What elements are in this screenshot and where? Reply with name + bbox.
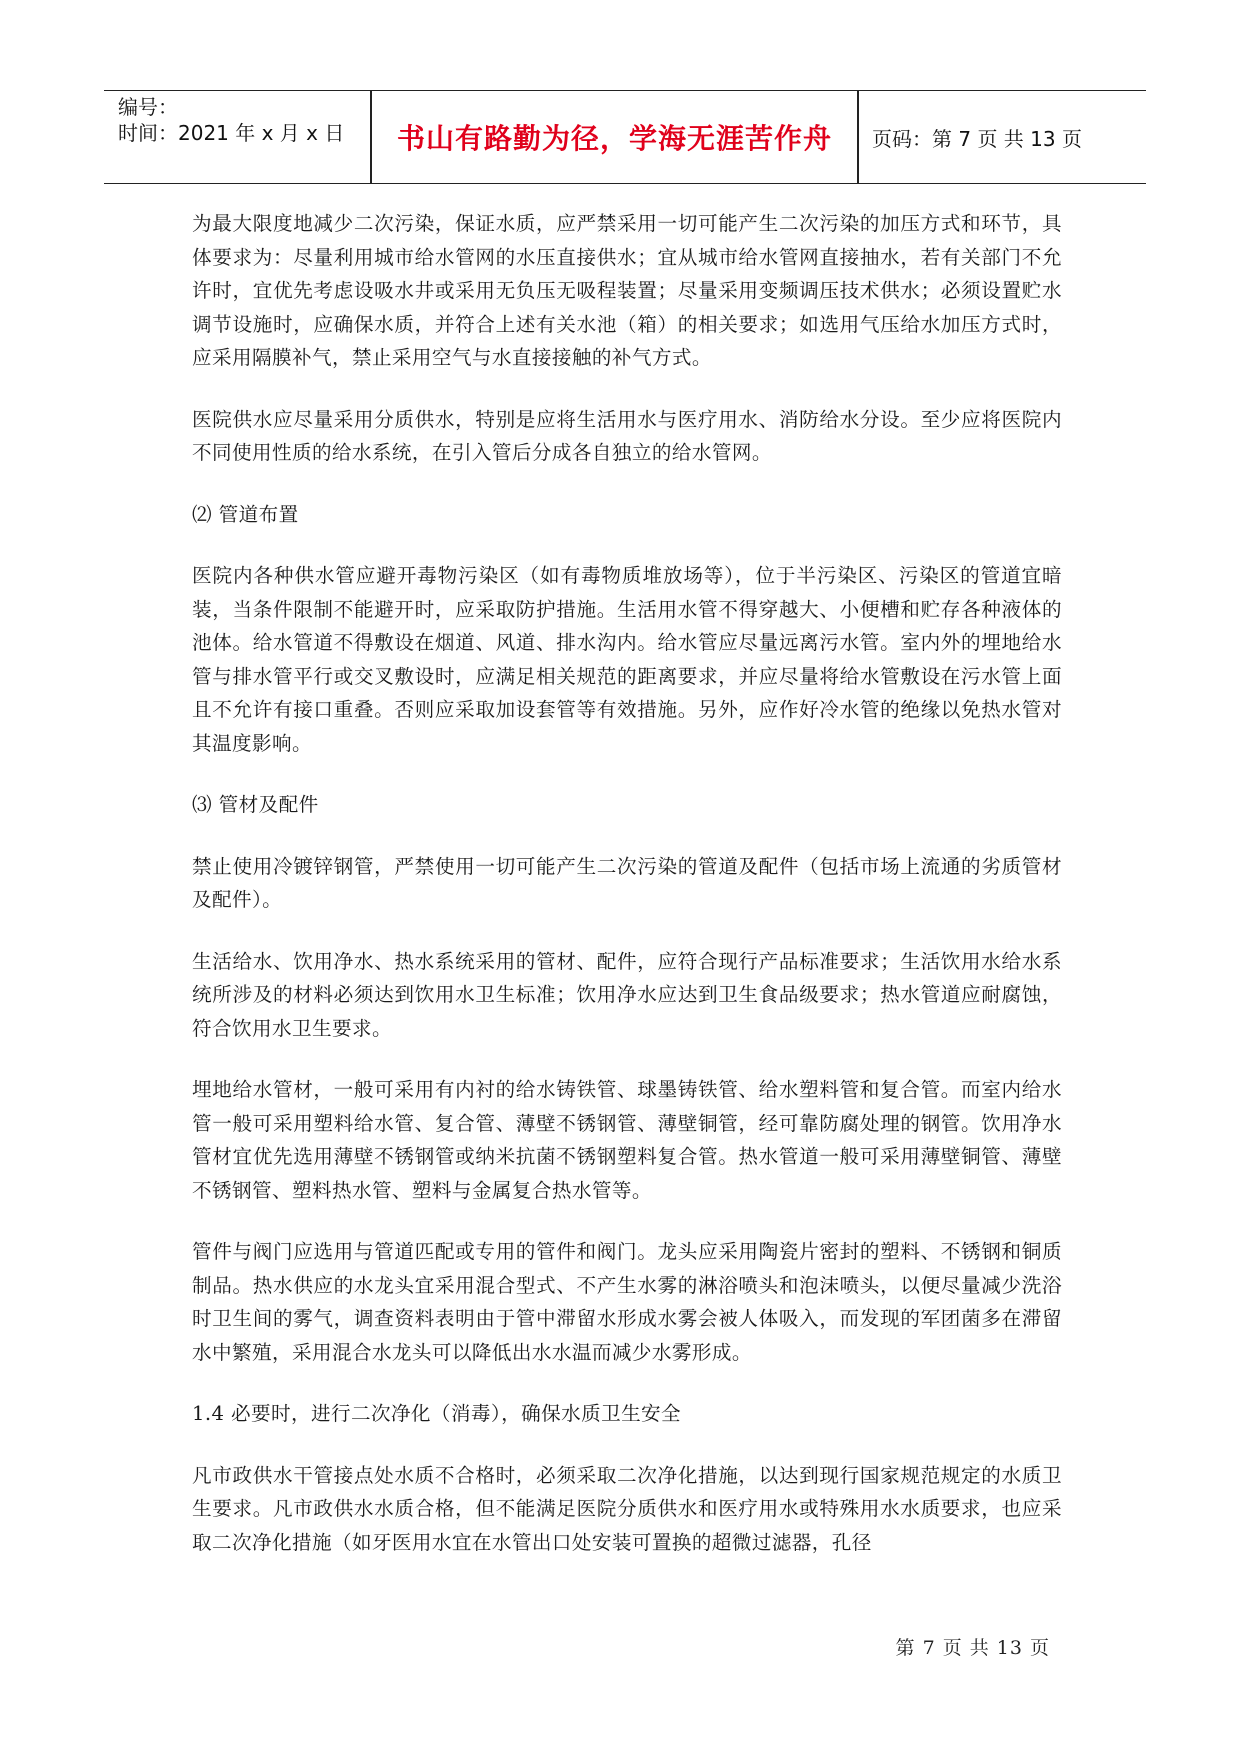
header-divider <box>857 91 859 183</box>
paragraph: 为最大限度地减少二次污染，保证水质，应严禁采用一切可能产生二次污染的加压方式和环节，具体要求为：尽量利用城市给水管网的水压直接供水；宜从城市给水管网直接抽水，若有关部门不允许时，宜优先考虑设吸水井或采用无负压无吸程装置；尽量采用变频调压技术供水；必须设置贮水调节设施时，应确保水质，并符合上述有关水池（箱）的相关要求；如选用气压给水加压方式时，应采用隔膜补气，禁止采用空气与水直接接触的补气方式。 <box>192 212 1062 369</box>
page-footer: 第 7 页 共 13 页 <box>895 1637 1050 1659</box>
section-heading: ⑶ 管材及配件 <box>192 793 319 816</box>
section-heading: ⑵ 管道布置 <box>192 502 299 526</box>
paragraph: 埋地给水管材，一般可采用有内衬的给水铸铁管、球墨铸铁管、给水塑料管和复合管。而室内给水管一般可采用塑料给水管、复合管、薄壁不锈钢管、薄壁铜管，经可靠防腐处理的钢管。饮用净水管材宜优先选用薄壁不锈钢管或纳米抗菌不锈钢塑料复合管。热水管道一般可采用薄壁铜管、薄壁不锈钢管、塑料热水管、塑料与金属复合热水管等。 <box>192 1078 1062 1202</box>
header-motto: 书山有路勤为径，学海无涯苦作舟 <box>396 122 832 155</box>
paragraph: 医院供水应尽量采用分质供水，特别是应将生活用水与医疗用水、消防给水分设。至少应将医院内不同使用性质的给水系统，在引入管后分成各自独立的给水管网。 <box>192 407 1062 464</box>
document-body <box>192 207 1062 1587</box>
section-heading: 1.4 必要时，进行二次净化（消毒），确保水质卫生安全 <box>192 1402 682 1425</box>
paragraph: 凡市政供水干管接点处水质不合格时，必须采取二次净化措施，以达到现行国家规范规定的水质卫生要求。凡市政供水水质合格，但不能满足医院分质供水和医疗用水或特殊用水水质要求，也应采取二次净化措施（如牙医用水宜在水管出口处安装可置换的超微过滤器，孔径 <box>192 1463 1062 1554</box>
header-meta <box>118 91 370 183</box>
header-page-code: 页码：第 7 页 共 13 页 <box>872 126 1082 151</box>
paragraph: 生活给水、饮用净水、热水系统采用的管材、配件，应符合现行产品标准要求；生活饮用水给水系统所涉及的材料必须达到饮用水卫生标准；饮用净水应达到卫生食品级要求；热水管道应耐腐蚀，符合饮用水卫生要求。 <box>192 949 1062 1040</box>
paragraph: 管件与阀门应选用与管道匹配或专用的管件和阀门。龙头应采用陶瓷片密封的塑料、不锈钢和铜质制品。热水供应的水龙头宜采用混合型式、不产生水雾的淋浴喷头和泡沫喷头，以便尽量减少洗浴时卫生间的雾气，调查资料表明由于管中滞留水形成水雾会被人体吸入，而发现的军团菌多在滞留水中繁殖，采用混合水龙头可以降低出水水温而减少水雾形成。 <box>192 1240 1062 1364</box>
document-time-label: 时间：2021 年 x 月 x 日 <box>118 121 345 145</box>
document-number-label: 编号： <box>118 95 178 119</box>
paragraph: 禁止使用冷镀锌钢管，严禁使用一切可能产生二次污染的管道及配件（包括市场上流通的劣质管材及配件）。 <box>192 854 1062 911</box>
page-header <box>104 90 1146 184</box>
paragraph: 医院内各种供水管应避开毒物污染区（如有毒物质堆放场等），位于半污染区、污染区的管道宜暗装，当条件限制不能避开时，应采取防护措施。生活用水管不得穿越大、小便槽和贮存各种液体的池体。给水管道不得敷设在烟道、风道、排水沟内。给水管应尽量远离污水管。室内外的埋地给水管与排水管平行或交叉敷设时，应满足相关规范的距离要求，并应尽量将给水管敷设在污水管上面且不允许有接口重叠。否则应采取加设套管等有效措施。另外，应作好冷水管的绝缘以免热水管对其温度影响。 <box>192 564 1062 755</box>
